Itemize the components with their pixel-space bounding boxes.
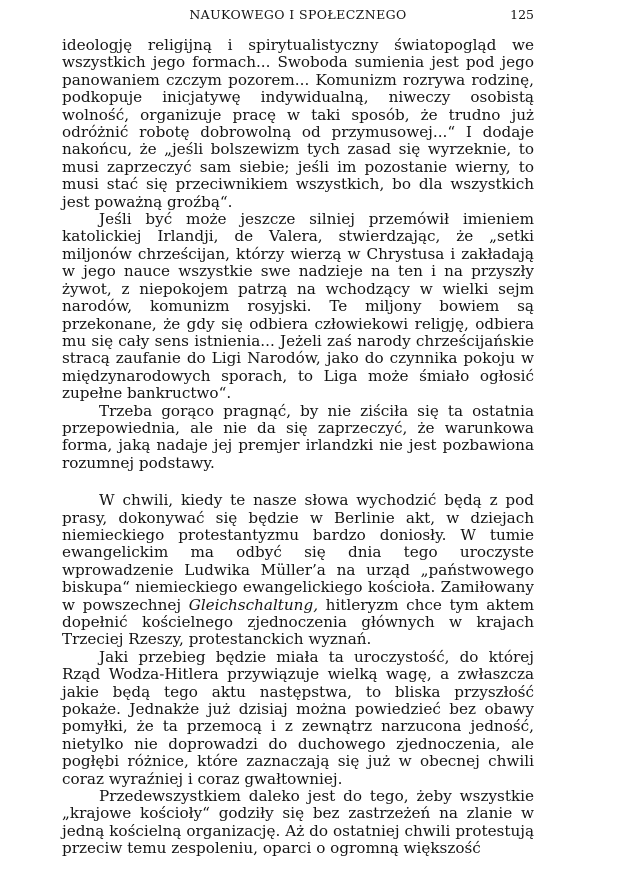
text-segment: Jeśli być może jeszcze silniej przemówił imieniem katolickiej Irlandji, de Valera, stwierdzając, że „setki miljonów chrześcijan, którzy wierzą w Chrystusa i zakładają w jego nauce wszystkie swe nadzieje na ten i na przyszły żywot, z niepokojem patrzą na wchodzący w wielki sejm narodów, komunizm rosyjski. Te miljony bowiem są przekonane, że gdy się odbiera człowiekowi religję, odbiera mu się cały sens istnienia... Jeżeli zaś narody chrześcijańskie stracą zaufanie do Ligi Narodów, jako do czynnika pokoju w międzynarodowych sporach, to Liga może śmiało ogłosić zupełne bankructwo“. [62,210,534,403]
text-segment: ideologję religijną i spirytualistyczny światopogląd we wszystkich jego formach... Swoboda sumienia jest pod jego panowaniem czczym pozorem... Komunizm rozrywa rodzinę, podkopuje inicjatywę indywidualną, niweczy osobistą wolność, organizuje pracę w taki sposób, że trudno już odróżnić robotę dobrowolną od przymusowej...“ I dodaje nakońcu, że „jeśli bolszewizm tych zasad się wyrzeknie, to musi zaprzeczyć sam siebie; jeśli im pozostanie wierny, to musi stać się przeciwnikiem wszystkich, bo dla wszystkich jest poważną groźbą“. [62,36,534,211]
text-segment: Przedewszystkiem daleko jest do tego, żeby wszystkie „krajowe kościoły“ godziły się bez zastrzeżeń na zlanie w jedną kościelną organizację. Aż do ostatniej chwili protestują przeciw temu zespoleniu, oparci o ogromną większość [62,787,534,858]
page-header [62,7,534,23]
paragraph [62,492,534,649]
paragraph [62,788,534,858]
text-segment: W chwili, kiedy te nasze słowa wychodzić będą z pod prasy, dokonywać się będzie w Berlinie akt, w dziejach niemieckiego protestantyzmu bardzo doniosły. W tumie ewangelickim ma odbyć się dnia tego uroczyste wprowadzenie Ludwika Müller’a na urząd „państwowego biskupa“ niemieckiego ewangelickiego kościoła. Zamiłowany w powszechnej [62,491,534,614]
running-title: NAUKOWEGO I SPOŁECZNEGO [189,7,407,22]
page-number: 125 [510,7,534,22]
paragraph [62,649,534,788]
body-text [62,37,534,858]
paragraph [62,211,534,402]
text-segment: Jaki przebieg będzie miała ta uroczystość, do której Rząd Wodza-Hitlera przywiązuje wielką wagę, a zwłaszcza jakie będą tego aktu następstwa, to bliska przyszłość pokaże. Jednakże już dzisiaj można powiedzieć bez obawy pomyłki, że ta przemocą i z zewnątrz narzucona jedność, nietylko nie doprowadzi do duchowego zjednoczenia, ale pogłębi różnice, które zaznaczają się już w obecnej chwili coraz wyraźniej i coraz gwałtowniej. [62,647,534,788]
text-segment: hitleryzm chce tym aktem dopełnić kościelnego zjednoczenia głównych w krajach Trzeciej Rzeszy, protestanckich wyznań. [62,595,534,649]
text-segment: Trzeba gorąco pragnąć, by nie ziściła się ta ostatnia przepowiednia, ale nie da się zaprzeczyć, że warunkowa forma, jaką nadaje jej premjer irlandzki nie jest pozbawiona rozumnej podstawy. [62,401,534,472]
paragraph [62,37,534,211]
italic-text-segment: Gleichschaltung, [188,595,319,614]
paragraph [62,403,534,473]
